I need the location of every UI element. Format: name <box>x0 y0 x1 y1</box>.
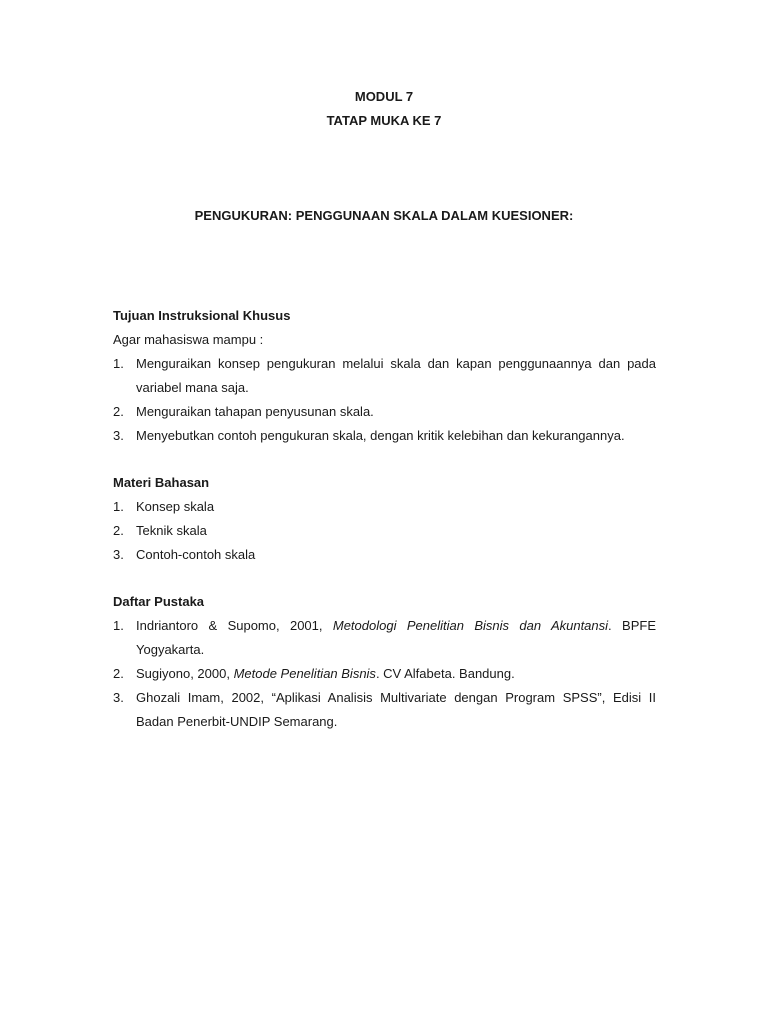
list-item <box>113 543 656 567</box>
list-number: 2. <box>113 523 124 538</box>
list-item <box>113 352 656 400</box>
reference-publisher: . BPFE Yogyakarta. <box>136 618 656 657</box>
reference-author: Indriantoro & Supomo, 2001, <box>136 618 333 633</box>
list-number: 3. <box>113 690 124 705</box>
tujuan-list <box>113 352 656 448</box>
tujuan-heading: Tujuan Instruksional Khusus <box>113 308 291 323</box>
list-item <box>113 614 656 662</box>
list-number: 1. <box>113 499 124 514</box>
list-text: Contoh-contoh skala <box>136 547 256 562</box>
reference-text <box>136 686 656 734</box>
list-text: Menguraikan tahapan penyusunan skala. <box>136 404 374 419</box>
materi-heading: Materi Bahasan <box>113 475 210 490</box>
list-item <box>113 686 656 734</box>
list-text: Menyebutkan contoh pengukuran skala, dengan kritik kelebihan dan kekurangannya. <box>136 428 625 443</box>
list-number: 1. <box>113 356 124 371</box>
list-number: 2. <box>113 404 124 419</box>
pustaka-list <box>113 614 656 734</box>
list-item <box>113 519 656 543</box>
reference-author: Sugiyono, 2000, <box>136 666 234 681</box>
reference-text <box>136 662 656 686</box>
reference-publisher: . CV Alfabeta. Bandung. <box>375 666 515 681</box>
list-number: 2. <box>113 666 124 681</box>
list-number: 1. <box>113 618 124 633</box>
list-item <box>113 662 656 686</box>
document-body <box>113 304 656 734</box>
reference-book-title: Metode Penelitian Bisnis <box>233 666 376 681</box>
materi-list <box>113 495 656 567</box>
list-text: Konsep skala <box>136 499 215 514</box>
list-item <box>113 424 656 448</box>
list-text: Menguraikan konsep pengukuran melalui skala dan kapan penggunaannya dan pada variabel mana saja. <box>136 356 656 395</box>
list-number: 3. <box>113 547 124 562</box>
tujuan-intro: Agar mahasiswa mampu : <box>113 332 264 347</box>
list-number: 3. <box>113 428 124 443</box>
list-text: Teknik skala <box>136 523 207 538</box>
list-item <box>113 400 656 424</box>
pustaka-heading: Daftar Pustaka <box>113 594 205 609</box>
list-item <box>113 495 656 519</box>
session-label: TATAP MUKA KE 7 <box>326 113 442 128</box>
document-title: PENGUKURAN: PENGGUNAAN SKALA DALAM KUESIONER: <box>194 208 574 223</box>
module-label: MODUL 7 <box>354 89 414 104</box>
reference-text <box>136 614 656 662</box>
reference-book-title: Metodologi Penelitian Bisnis dan Akuntansi <box>332 618 609 633</box>
reference-author: Ghozali Imam, 2002, “Aplikasi Analisis Multivariate dengan Program SPSS”, Edisi II Badan Penerbit-UNDIP Semarang. <box>136 690 656 729</box>
